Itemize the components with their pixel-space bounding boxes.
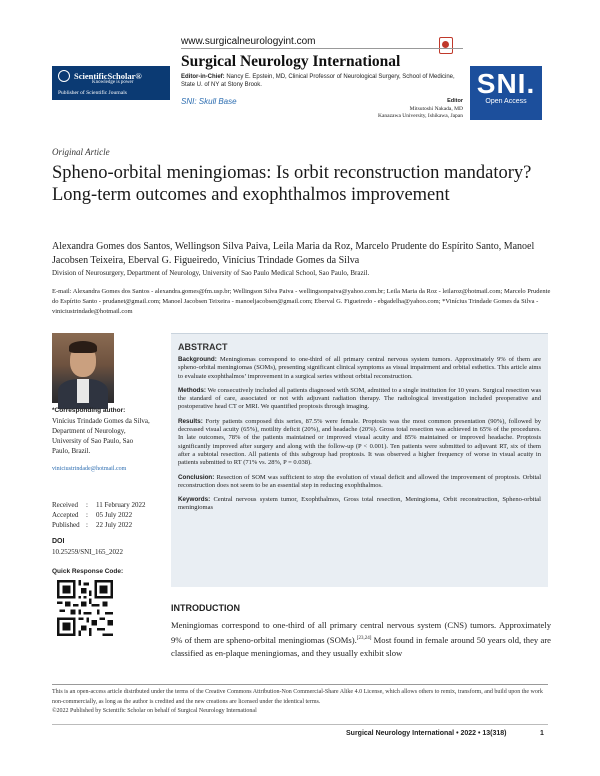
- corresponding-author-heading: *Corresponding author:: [52, 407, 126, 414]
- abstract-box: [171, 333, 548, 587]
- page-header: [0, 0, 600, 128]
- corresponding-author-name: Vinícius Trindade Gomes da Silva,: [52, 417, 150, 425]
- abstract-heading: ABSTRACT: [178, 342, 228, 352]
- abstract-methods: Methods: We consecutively included all patients diagnosed with SOM, admitted to a single institution for 10 years. Surgical resection was the standard of care, associated or not with adjuvant radiation therapy. The radiological investigation included preoperative and postoperative head CT or MRI. We quantified proptosis through imaging.: [178, 386, 541, 411]
- qr-label: Quick Response Code:: [52, 568, 124, 575]
- qr-code-icon[interactable]: [57, 580, 113, 636]
- editor-name: Mitsutoshi Nakada, MD: [409, 105, 463, 112]
- editor-in-chief: Editor-in-Chief: Nancy E. Epstein, MD, Clinical Professor of Neurological Surgery, School of Medicine, State U. of NY at Stony Brook.: [181, 74, 455, 88]
- date-row-received: Received : 11 February 2022: [52, 501, 146, 509]
- publisher-tagline: Knowledge is power: [92, 80, 134, 85]
- date-row-accepted: Accepted : 05 July 2022: [52, 511, 133, 519]
- abstract-results: Results: Forty patients composed this series, 87.5% were female. Proptosis was the most common presentation (90%), followed by decreased visual acuity (65%), motility deficit (20%), and headache (20%). Gross total resection was achieved in 65% of the procedures. In late outcomes, 78% of the patients maintained or improved visual acuity and 85% maintained or improved headache. Proptosis significantly improved after surgery and along with the follow-up (P < 0.001). Ten patients were submitted to adjuvant RT, six of them after a subtotal resection. All patients of this subgroup had proptosis. It was observed a higher frequency of worse in visual acuity in patients submitted to RT (71% vs. 28%, P = 0.038).: [178, 417, 542, 467]
- abstract-conclusion: Conclusion: Resection of SOM was sufficient to stop the evolution of visual deficit and allowed the improvement of proptosis. Orbital reconstruction does not seem to be an essential step in reducing exophthalmos.: [178, 473, 541, 489]
- divider: [52, 724, 548, 725]
- page-number: 1: [540, 730, 544, 737]
- sni-logo-text: SNI.: [476, 68, 536, 99]
- introduction-text: Meningiomas correspond to one-third of all primary central nervous system (CNS) tumors. Approximately 9% of them are spheno-orbital meningiomas (SOMs).[23,24] Most found in female around 50 years old, they are classified as en-plaque meningiomas, and they usually exhibit slow: [171, 620, 551, 658]
- journal-title: Surgical Neurology International: [181, 53, 401, 70]
- divider: [52, 684, 548, 685]
- abstract-background: Background: Meningiomas correspond to one-third of all primary central nervous system tumors. Approximately 9% of them are spheno-orbital meningiomas (SOMs), presenting significant clinical symptoms as visual impairment and orbital esthetics. This article aims to evaluate exophthalmos’ improvement in a surgical series without orbital reconstruction.: [178, 356, 542, 380]
- author-emails: E-mail: Alexandra Gomes dos Santos - alexandra.gomes@fm.usp.br; Wellingson Silva Paiva - wellingsonpaiva@yahoo.com.br; Leila Maria da Roz - leilaroz@hotmail.com; Marcelo Prudente do Espírito Santo - prudanet@gmail.com; Manoel Jacobsen Teixeira - manoeljacobsen@gmail.com; Eberval G. Figueiredo - ebgadelha@yahoo.com; *Vinícius Trindade Gomes da Silva - viniciustrindade@hotmail.com: [52, 288, 551, 315]
- doi-label: DOI: [52, 538, 65, 545]
- copyright: ©2022 Published by Scientific Scholar on behalf of Surgical Neurology International: [52, 708, 257, 714]
- affiliation: Division of Neurosurgery, Department of Neurology, University of Sao Paulo Medical School, Sao Paulo, Brazil.: [52, 269, 370, 277]
- article-title: Spheno-orbital meningiomas: Is orbit reconstruction mandatory? Long-term outcomes and exophthalmos improvement: [52, 163, 532, 205]
- author-list: Alexandra Gomes dos Santos, Wellingson Silva Paiva, Leila Maria da Roz, Marcelo Prudente do Espírito Santo, Manoel Jacobsen Teixeira, Eberval G. Figueiredo, Vinícius Trindade Gomes da Silva: [52, 241, 535, 266]
- doi-value[interactable]: 10.25259/SNI_165_2022: [52, 548, 123, 556]
- abstract-keywords: Keywords: Central nervous system tumor, Exophthalmos, Gross total resection, Meningioma, Orbit reconstruction, Spheno-orbital meningiomas: [178, 496, 541, 512]
- publisher-logo[interactable]: [52, 66, 170, 100]
- pdf-icon[interactable]: [439, 37, 453, 54]
- corresponding-author-dept: Department of Neurology,: [52, 427, 126, 435]
- divider: [181, 48, 463, 49]
- article-dates: [52, 500, 162, 530]
- sni-logo[interactable]: [470, 66, 542, 120]
- introduction-heading: INTRODUCTION: [171, 603, 240, 613]
- editor-label: Editor: [447, 98, 463, 104]
- author-photo: [52, 333, 114, 403]
- editor-info: [340, 98, 463, 121]
- journal-subtitle: SNI: Skull Base: [181, 97, 237, 106]
- editor-affiliation: Kanazawa University, Ishikawa, Japan: [377, 113, 463, 119]
- doi-block: [52, 537, 123, 557]
- open-access-label: Open Access: [485, 98, 527, 105]
- corresponding-author-university: University of Sao Paulo, Sao Paulo, Brazil.: [52, 437, 134, 455]
- publisher-name: ScientificScholar®: [74, 71, 142, 81]
- citation[interactable]: [23,24]: [356, 636, 372, 641]
- footer-journal-ref: Surgical Neurology International • 2022 • 13(318): [346, 730, 507, 737]
- article-type: Original Article: [52, 147, 110, 157]
- publisher-subtitle: Publisher of Scientific Journals: [58, 90, 127, 96]
- journal-url[interactable]: www.surgicalneurologyint.com: [181, 36, 316, 47]
- scientific-scholar-icon: [58, 70, 70, 82]
- corresponding-author-email[interactable]: viniciustrindade@hotmail.com: [52, 466, 127, 472]
- date-row-published: Published : 22 July 2022: [52, 521, 133, 529]
- license-text: This is an open-access article distributed under the terms of the Creative Commons Attribution-Non Commercial-Share Alike 4.0 License, which allows others to remix, transform, and build upon the work non-commercially, as long as the author is credited and the new creations are licensed under the identical terms.: [52, 689, 543, 705]
- corresponding-author: [52, 406, 152, 474]
